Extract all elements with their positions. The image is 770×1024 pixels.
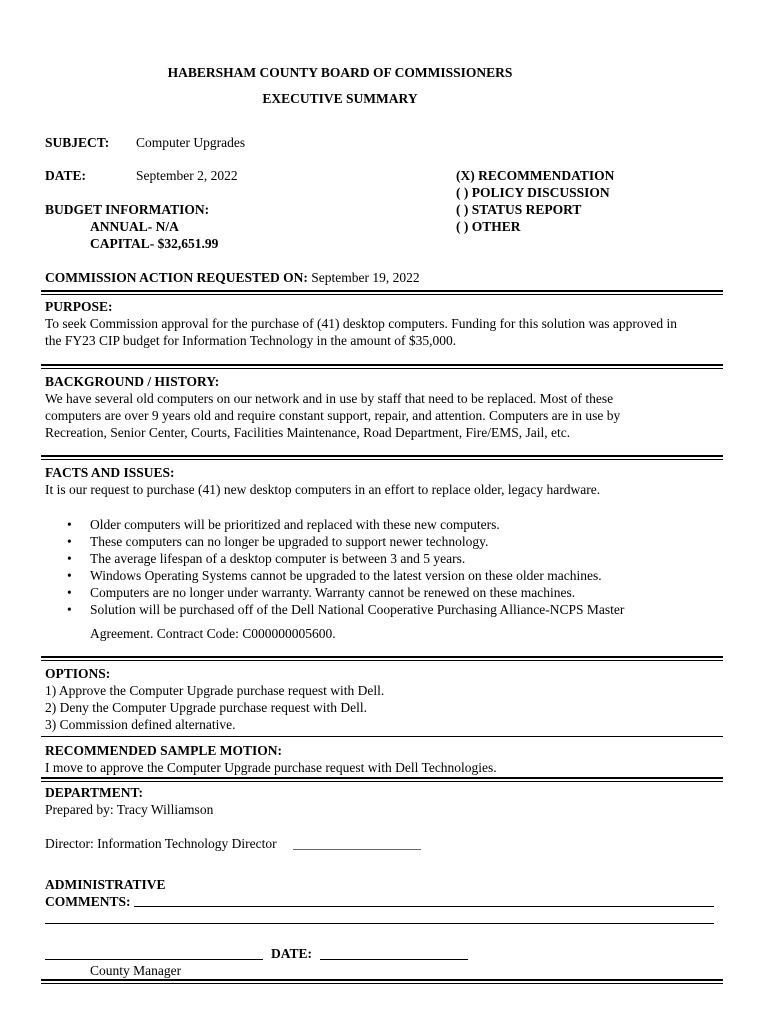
background-line: computers are over 9 years old and require constant support, repair, and attention. Computers are in use by — [45, 408, 621, 423]
list-item: • These computers can no longer be upgraded to support newer technology. — [45, 533, 705, 550]
budget-annual: ANNUAL- N/A — [90, 219, 179, 234]
purpose-line: the FY23 CIP budget for Information Technology in the amount of $35,000. — [45, 333, 457, 348]
divider — [41, 777, 723, 782]
list-item: • Solution will be purchased off of the Dell National Cooperative Purchasing Alliance-NCPS Master — [45, 601, 705, 618]
facts-section — [45, 464, 723, 498]
subject-label: SUBJECT: — [45, 135, 110, 150]
commission-action-date: September 19, 2022 — [307, 270, 420, 285]
divider — [41, 656, 723, 661]
list-item: • Windows Operating Systems cannot be upgraded to the latest version on these older machines. — [45, 567, 705, 584]
divider — [41, 290, 723, 295]
subject-value: Computer Upgrades — [136, 135, 246, 150]
purpose-line: To seek Commission approval for the purchase of (41) desktop computers. Funding for this solution was approved in — [45, 316, 677, 331]
option-item: 3) Commission defined alternative. — [45, 717, 236, 732]
commission-action — [45, 269, 420, 286]
divider — [41, 455, 723, 460]
comments-line — [134, 906, 714, 907]
checkbox-status-report: ( ) STATUS REPORT — [456, 202, 582, 217]
admin-date-label: DATE: — [271, 946, 313, 961]
divider — [41, 364, 723, 369]
facts-bullet-list — [45, 516, 705, 618]
list-item: • The average lifespan of a desktop computer is between 3 and 5 years. — [45, 550, 705, 567]
options-section — [45, 665, 723, 733]
motion-text: I move to approve the Computer Upgrade purchase request with Dell Technologies. — [45, 760, 497, 775]
director-signature-line — [293, 849, 421, 850]
director-line: Director: Information Technology Director — [45, 836, 277, 851]
checkbox-other: ( ) OTHER — [456, 219, 521, 234]
budget-capital: CAPITAL- $32,651.99 — [90, 236, 219, 251]
options-heading: OPTIONS: — [45, 666, 111, 681]
checkbox-policy-discussion: ( ) POLICY DISCUSSION — [456, 185, 610, 200]
checkbox-recommendation: (X) RECOMMENDATION — [456, 168, 615, 183]
prepared-by: Prepared by: Tracy Williamson — [45, 802, 214, 817]
department-section — [45, 784, 723, 818]
commission-action-label: COMMISSION ACTION REQUESTED ON: — [45, 270, 308, 285]
list-item: • Computers are no longer under warranty. Warranty cannot be renewed on these machines. — [45, 584, 705, 601]
option-item: 2) Deny the Computer Upgrade purchase request with Dell. — [45, 700, 368, 715]
admin-label: ADMINISTRATIVE — [45, 877, 166, 892]
background-line: Recreation, Senior Center, Courts, Facilities Maintenance, Road Department, Fire/EMS, Jail, etc. — [45, 425, 571, 440]
list-item: • Older computers will be prioritized and replaced with these new computers. — [45, 516, 705, 533]
date-label: DATE: — [45, 168, 87, 183]
option-item: 1) Approve the Computer Upgrade purchase request with Dell. — [45, 683, 385, 698]
motion-heading: RECOMMENDED SAMPLE MOTION: — [45, 743, 282, 758]
facts-heading: FACTS AND ISSUES: — [45, 465, 175, 480]
date-value: September 2, 2022 — [136, 168, 238, 183]
org-title: HABERSHAM COUNTY BOARD OF COMMISSIONERS — [167, 65, 513, 80]
budget-label: BUDGET INFORMATION: — [45, 202, 210, 217]
purpose-heading: PURPOSE: — [45, 299, 113, 314]
doc-type-title: EXECUTIVE SUMMARY — [262, 91, 418, 106]
purpose-section — [45, 298, 723, 349]
background-line: We have several old computers on our network and in use by staff that need to be replaced. Most of these — [45, 391, 614, 406]
manager-signature-line — [45, 959, 263, 960]
comments-line-2 — [45, 923, 714, 924]
facts-intro: It is our request to purchase (41) new desktop computers in an effort to replace older, legacy hardware. — [45, 482, 601, 497]
divider — [41, 736, 723, 737]
divider — [41, 979, 723, 984]
comments-label: COMMENTS: — [45, 894, 131, 909]
background-section — [45, 373, 723, 441]
department-heading: DEPARTMENT: — [45, 785, 144, 800]
motion-section — [45, 742, 723, 776]
list-item-continuation: Agreement. Contract Code: C000000005600. — [90, 626, 336, 641]
background-heading: BACKGROUND / HISTORY: — [45, 374, 220, 389]
county-manager-caption: County Manager — [90, 963, 182, 978]
admin-date-line — [320, 959, 468, 960]
